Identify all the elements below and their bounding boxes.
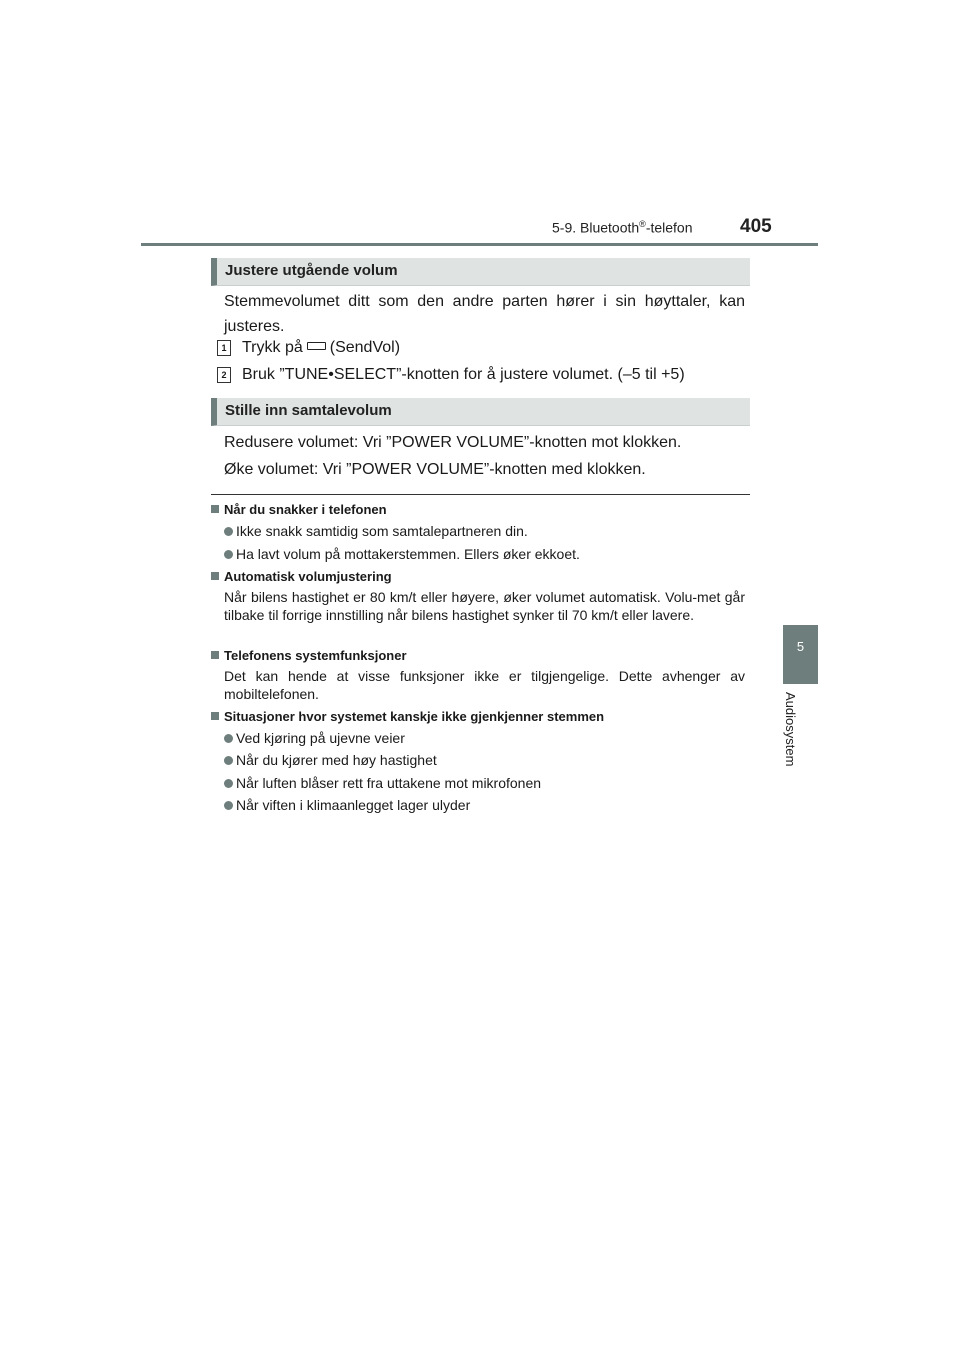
square-bullet-icon [211,651,219,659]
bullet-dot-icon [224,801,233,810]
list-item [224,752,437,768]
section-heading-outgoing-volume [211,258,750,286]
step-1-text [242,339,400,357]
step-number-badge: 2 [217,367,231,383]
note-title [211,502,387,517]
list-item [224,546,580,562]
header-rule [141,243,818,246]
list-item-text: Ikke snakk samtidig som samtalepartneren din. [236,523,528,539]
square-bullet-icon [211,505,219,513]
notes-divider [211,494,750,495]
section2-line-increase: Øke volumet: Vri ”POWER VOLUME”-knotten med klokken. [224,461,646,478]
square-bullet-icon [211,712,219,720]
running-header [552,219,693,236]
chapter-label-text: Audiosystem [783,692,798,767]
bullet-dot-icon [224,527,233,536]
step-1-after: (SendVol) [329,339,401,356]
bullet-dot-icon [224,756,233,765]
note-title [211,709,604,724]
note-title [211,648,407,663]
list-item-text: Når du kjører med høy hastighet [236,752,437,768]
section1-intro: Stemmevolumet ditt som den andre parten hører i sin høyttaler, kan justeres. [224,293,745,335]
list-item-text: Ha lavt volum på mottakerstemmen. Ellers øker ekkoet. [236,546,580,562]
step-number-badge: 1 [217,340,231,356]
button-icon [307,342,326,350]
step-1-before: Trykk på [242,339,303,356]
step-2-text: Bruk ”TUNE•SELECT”-knotten for å justere volumet. (–5 til +5) [242,366,685,383]
list-item-text: Ved kjøring på ujevne veier [236,730,405,746]
note-title [211,569,392,584]
list-item-text: Når luften blåser rett fra uttakene mot mikrofonen [236,775,542,791]
list-item [224,797,470,813]
note-paragraph: Når bilens hastighet er 80 km/t eller høyere, øker volumet automatisk. Volu-met går tilbake til forrige innstilling når bilens hastighet synker til 70 km/t eller lavere. [224,589,745,623]
note-paragraph: Det kan hende at visse funksjoner ikke er tilgjengelige. Dette avhenger av mobiltelefonen. [224,668,745,702]
list-item-text: Når viften i klimaanlegget lager ulyder [236,797,471,813]
square-bullet-icon [211,572,219,580]
chapter-tab: 5 [783,625,818,684]
list-item [224,775,541,791]
section-heading-text: Stille inn samtalevolum [225,402,392,419]
note-title-text: Situasjoner hvor systemet kanskje ikke gjenkjenner stemmen [224,709,605,724]
header-section-prefix: 5-9. Bluetooth [552,219,640,236]
page-number: 405 [740,216,772,237]
list-item [224,523,528,539]
section-heading-text: Justere utgående volum [225,262,398,279]
bullet-dot-icon [224,550,233,559]
note-title-text: Når du snakker i telefonen [224,502,387,517]
registered-mark: ® [639,219,646,229]
section-heading-call-volume [211,398,750,426]
header-section-suffix: -telefon [645,219,693,236]
note-title-text: Automatisk volumjustering [224,569,392,584]
list-item [224,730,405,746]
note-title-text: Telefonens systemfunksjoner [224,648,407,663]
bullet-dot-icon [224,734,233,743]
bullet-dot-icon [224,779,233,788]
chapter-label [774,692,822,782]
section2-line-decrease: Redusere volumet: Vri ”POWER VOLUME”-knotten mot klokken. [224,434,682,451]
